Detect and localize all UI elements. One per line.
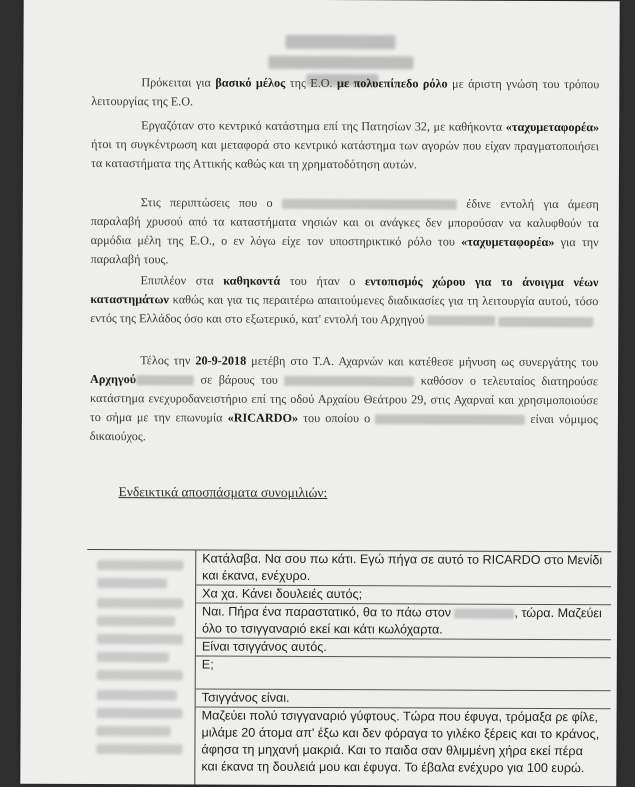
redacted-header-line <box>268 56 413 70</box>
document-page <box>20 0 619 786</box>
redacted-name <box>284 376 414 387</box>
redacted-speaker <box>97 634 183 644</box>
redacted-name <box>282 199 457 210</box>
redacted-name <box>375 414 525 425</box>
utterance-column <box>195 550 611 777</box>
redacted-name <box>499 317 594 327</box>
redacted-speaker <box>96 744 182 754</box>
utterance-row: Είναι τσιγγάνος αυτός. <box>196 638 611 658</box>
utterance-row: Χα χα. Κάνει δουλειές αυτός; <box>196 585 611 605</box>
redacted-header-line <box>285 35 395 49</box>
redacted-name <box>455 608 515 618</box>
utterance-row: Ε; <box>196 656 611 691</box>
paragraph-courier: Στις περιπτώσεις που ο έδινε εντολή για άμεση παραλαβή χρυσού από τα καταστήματα νησιών και οι ανάγκες δεν μπορούσαν να καλυφθούν τα αρμόδια μέλη της Ε.Ο., ο εν λόγω είχε τον υποστηρικτικό ρόλο του «ταχυμεταφορέα» για την παραλαβή τους. <box>90 195 599 267</box>
utterance-row: Τσιγγάνος είναι. <box>196 689 611 709</box>
redacted-speaker <box>97 560 183 570</box>
redacted-speaker <box>96 726 170 736</box>
paragraph-stores: Επιπλέον στα καθηκοντά του ήταν ο εντοπισμός χώρου για το άνοιγμα νέων καταστημάτων καθώς και για τις περαιτέρω απαιτούμενες διαδικασίες για τη λειτουργία αυτού, τόσο εντός της Ελλάδος όσο και στο εξωτερικό, κατ' εντολή του Αρχηγού <box>90 273 599 327</box>
redacted-speaker <box>97 690 177 700</box>
speaker-column <box>86 550 196 785</box>
utterance-row: Κατάλαβα. Να σου πω κάτι. Εγώ πήγα σε αυτό το RICARDO στο Μενίδι και έκανα, ενέχυρο. <box>196 550 611 587</box>
redacted-speaker <box>97 578 167 588</box>
redacted-speaker <box>97 670 183 680</box>
redacted-speaker <box>97 616 175 626</box>
redacted-speaker <box>97 708 183 718</box>
paragraph-complaint: Τέλος την 20-9-2018 μετέβη στο Τ.Α. Αχαρνών και κατέθεσε μήνυση ως συνεργάτης του Αρχηγού σε βάρους του καθόσον ο τελευταίος διατηρούσε κατάστημα ενεχυροδανειστήριο επί της οδού Αρχαίου Θεάτρου 29, στις Αχαρναί και χρησιμοποιούσε το σήμα με την επωνυμία «RICARDO» του οποίου ο είναι νόμιμος δικαιούχος. <box>89 353 599 444</box>
redacted-speaker <box>97 652 169 662</box>
paragraph-role: Πρόκειται για βασικό μέλος της Ε.Ο. με πολυεπίπεδο ρόλο με άριστη γνώση του τρόπου λειτουργίας της Ε.Ο. <box>91 75 600 109</box>
paragraph-duties: Εργαζόταν στο κεντρικό κατάστημα επί της Πατησίων 32, με καθήκοντα «ταχυμεταφορέα» ήτοι τη συγκέντρωση και μεταφορά στο κεντρικό κατάστημα των αγορών που είχαν πραγματοποιήσει τα καταστήματα της Αττικής καθώς και τη χρηματοδότηση αυτών. <box>90 118 600 172</box>
redacted-speaker <box>97 598 183 608</box>
redacted-name <box>427 316 495 326</box>
utterance-row: Μαζεύει πολύ τσιγγαναριό γύφτους. Τώρα που έφυγα, τρόμαξα ρε φίλε, μιλάμε 20 άτομα απ' έξω και δεν φόραγα το γιλέκο ξέρεις και το κράνος, άφησα τη μηχανή μακριά. Και το παιδα σαν θλιμμένη χήρα εκεί πέρα και έκανα τη δουλειά μου και έφυγα. Το έβαλα ενέχυρο για 100 ευρώ. <box>201 708 603 776</box>
redacted-name <box>136 375 194 385</box>
section-title: Ενδεικτικά αποσπάσματα συνομιλιών: <box>118 484 328 501</box>
utterance-row: Ναι. Πήρα ένα παραστατικό, θα το πάω στον , τώρα. Μαζεύει όλο το τσιγγαναριό εκεί και κάτι κωλόχαρτα. <box>196 603 611 640</box>
conversation-table <box>86 549 611 787</box>
